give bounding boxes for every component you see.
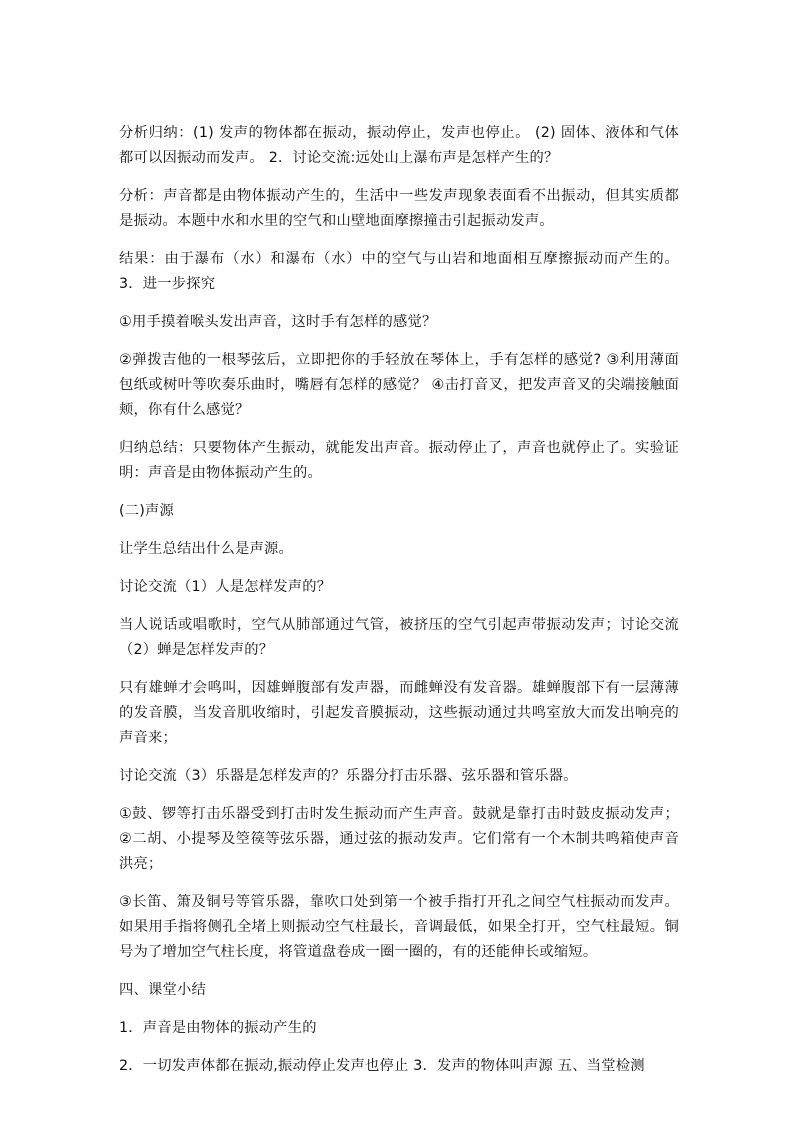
paragraph-percussion-strings: ①鼓、锣等打击乐器受到打击时发生振动而产生声音。鼓就是靠打击时鼓皮振动发声； ②二胡、小提琴及箜篌等弦乐器，通过弦的振动发声。它们常有一个木制共鸣箱使声音洪亮； <box>119 806 679 872</box>
paragraph-steps-2-4: ②弹拨吉他的一根琴弦后，立即把你的手轻放在琴体上，手有怎样的感觉? ③利用薄面包纸或树叶等吹奏乐曲时，嘴唇有怎样的感觉？ ④击打音叉，把发声音叉的尖端接触面颊，你有什么感觉？ <box>119 352 679 418</box>
paragraph-discussion-1: 讨论交流（1）人是怎样发声的？ <box>119 579 332 595</box>
summary-item-1: 1．声音是由物体的振动产生的 <box>119 1020 317 1036</box>
paragraph-step-1: ①用手摸着喉头发出声音，这时手有怎样的感觉？ <box>119 314 437 330</box>
summary-item-2-3: 2．一切发声体都在振动,振动停止发声也停止 3．发声的物体叫声源 五、当堂检测 <box>119 1058 645 1074</box>
paragraph-cicada: 只有雄蝉才会鸣叫，因雄蝉腹部有发声器，而雌蝉没有发音器。雄蝉腹部下有一层薄薄的发音膜，当发音肌收缩时，引起发音膜振动，这些振动通过共鸣室放大而发出响亮的声音来； <box>119 680 679 746</box>
document-body <box>119 121 679 1092</box>
paragraph-analysis-summary: 分析归纳：(1) 发声的物体都在振动，振动停止，发声也停止。 (2) 固体、液体和气体都可以因振动而发声。 2．讨论交流:远处山上瀑布声是怎样产生的？ <box>119 125 679 166</box>
paragraph-result: 结果：由于瀑布（水）和瀑布（水）中的空气与山岩和地面相互摩擦振动而产生的。 3．进一步探究 <box>119 251 679 292</box>
paragraph-wind-instruments: ③长笛、箫及铜号等管乐器，靠吹口处到第一个被手指打开孔之间空气柱振动而发声。如果用手指将侧孔全堵上则振动空气柱最长，音调最低，如果全打开，空气柱最短。铜号为了增加空气柱长度，将管道盘卷成一圈一圈的，有的还能伸长或缩短。 <box>119 894 679 960</box>
paragraph-analysis: 分析：声音都是由物体振动产生的，生活中一些发声现象表面看不出振动，但其实质都是振动。本题中水和水里的空气和山壁地面摩擦撞击引起振动发声。 <box>119 188 679 229</box>
paragraph-conclusion: 归纳总结：只要物体产生振动，就能发出声音。振动停止了，声音也就停止了。实验证明：声音是由物体振动产生的。 <box>119 440 679 481</box>
paragraph-human-voice: 当人说话或唱歌时，空气从肺部通过气管，被挤压的空气引起声带振动发声；讨论交流（2）蝉是怎样发声的？ <box>119 617 679 658</box>
paragraph-discussion-3: 讨论交流（3）乐器是怎样发声的？乐器分打击乐器、弦乐器和管乐器。 <box>119 768 578 784</box>
section-heading-sound-source: (二)声源 <box>119 503 175 519</box>
paragraph-sound-source-task: 让学生总结出什么是声源。 <box>119 541 293 557</box>
section-heading-summary: 四、课堂小结 <box>119 982 206 998</box>
